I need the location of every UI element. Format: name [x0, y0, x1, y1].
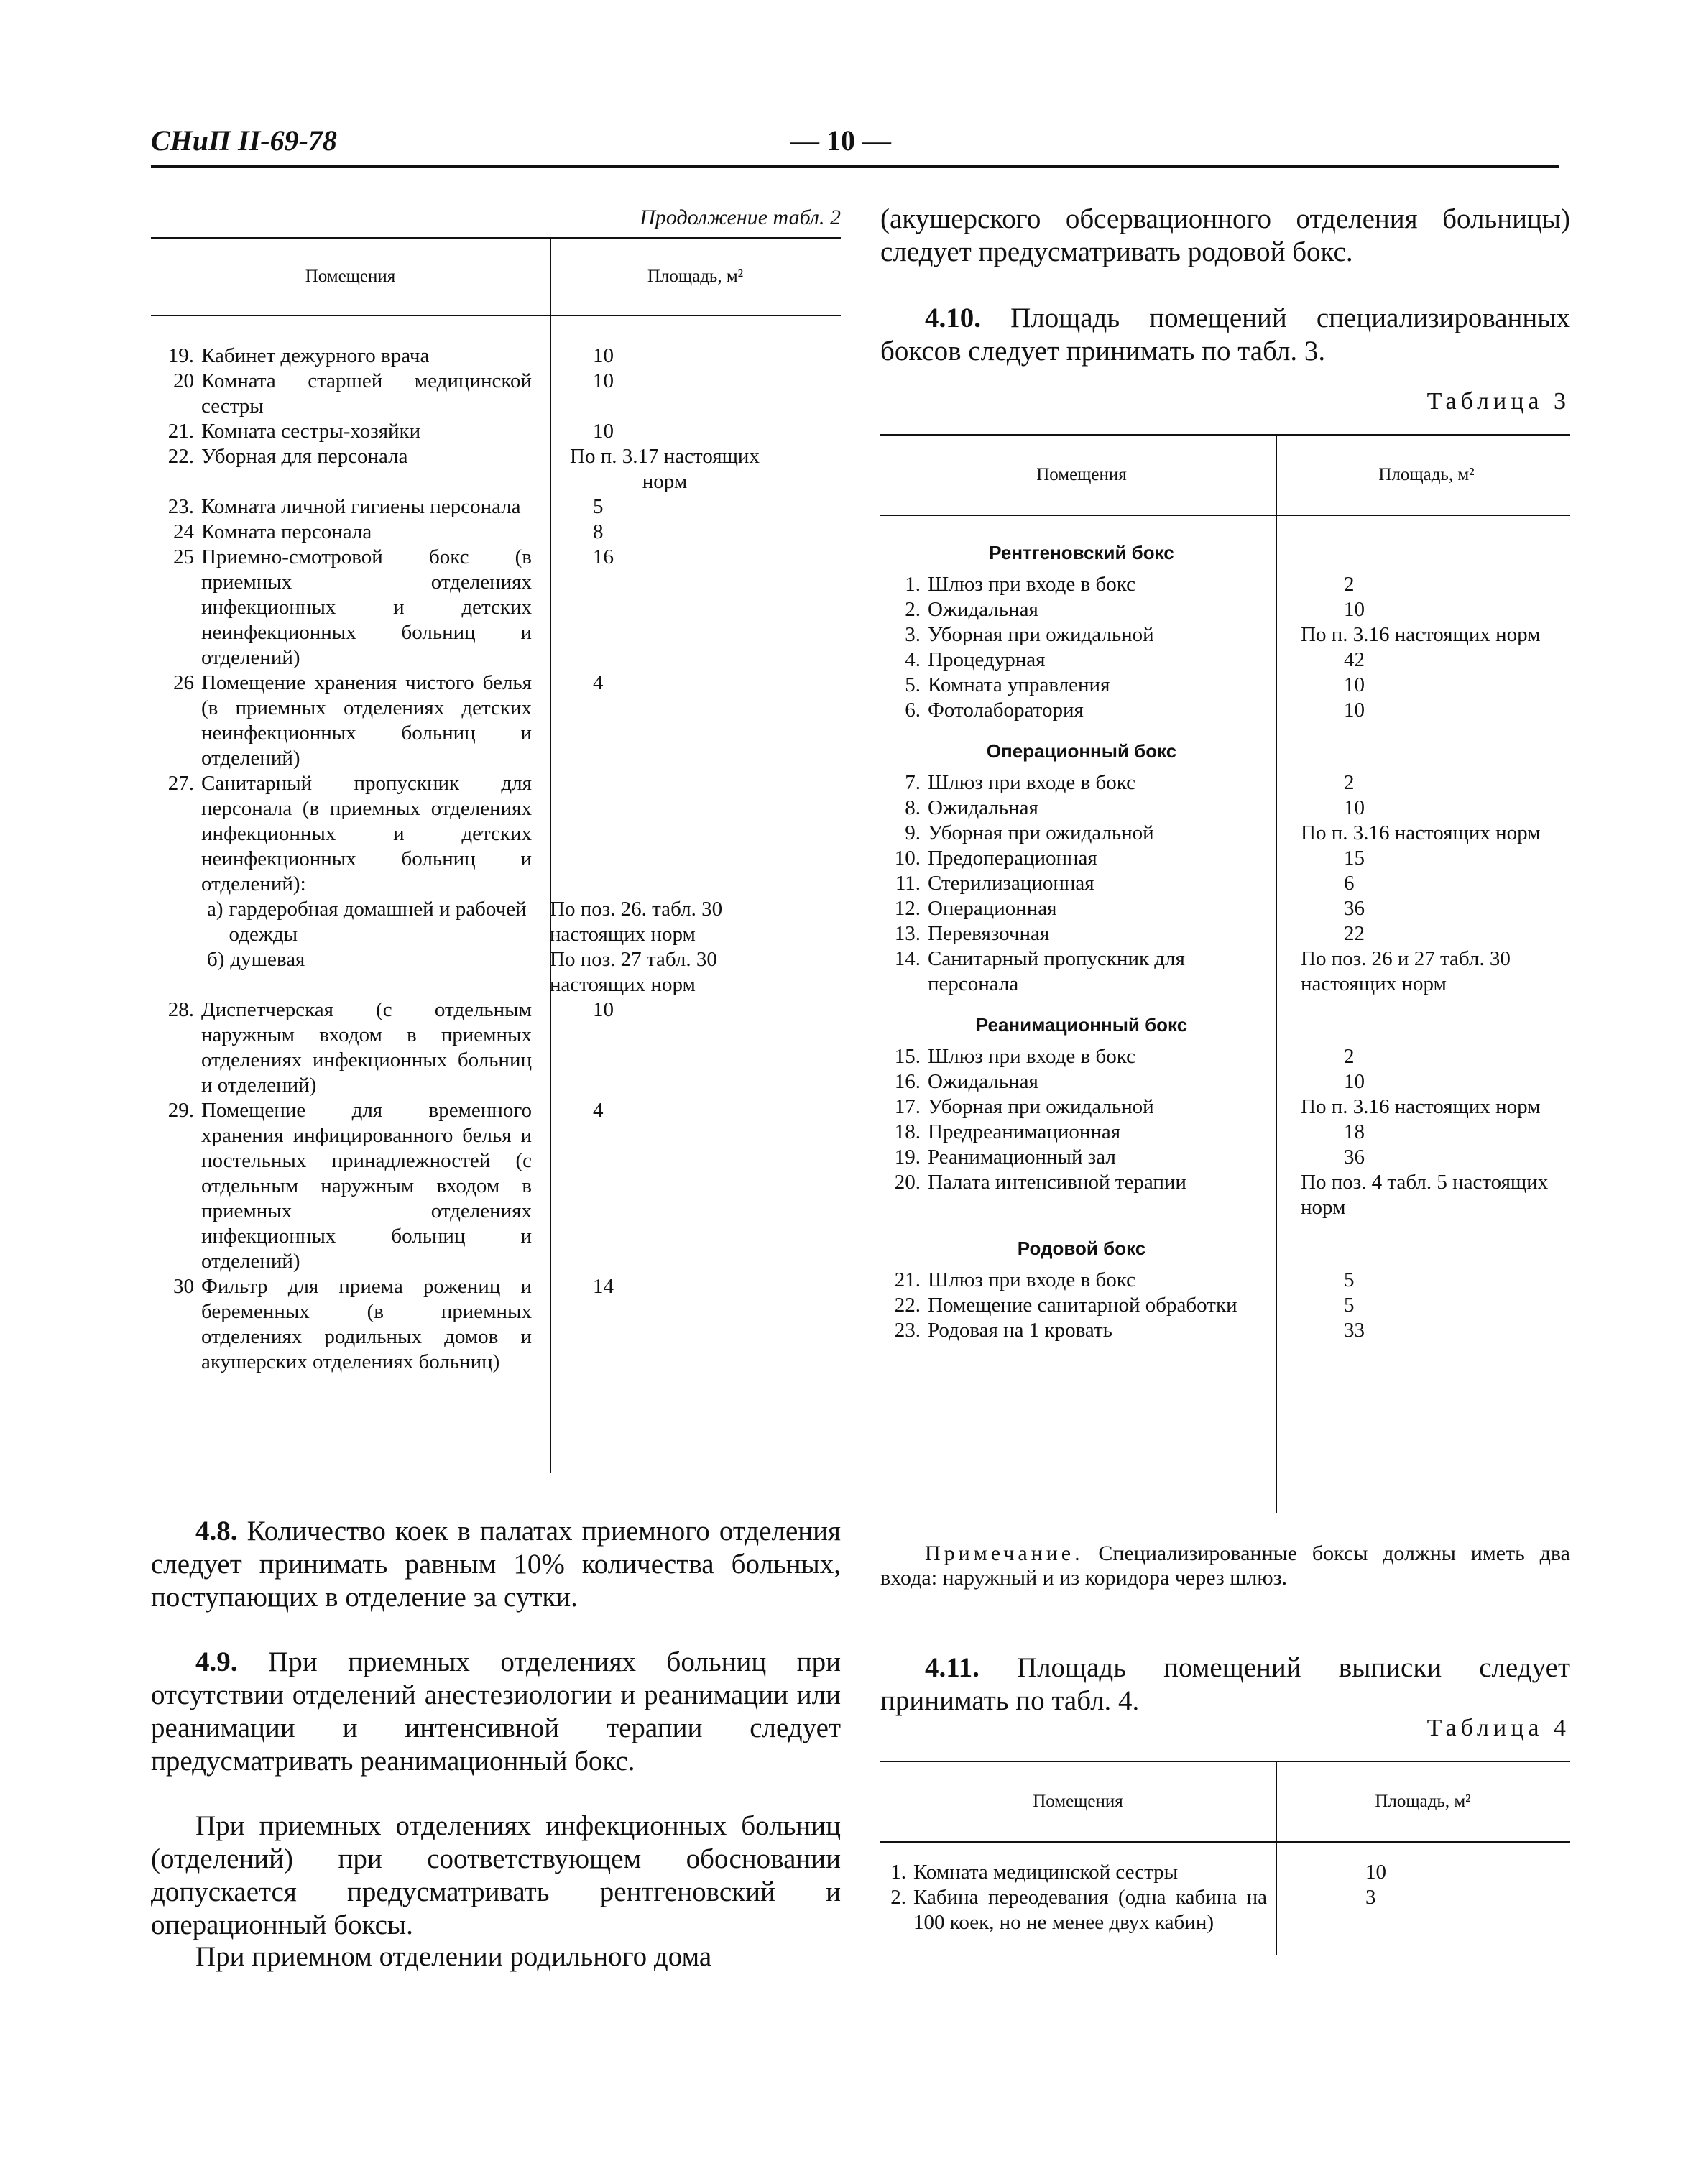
- table-subrow: [151, 897, 841, 947]
- table-row: [880, 572, 1570, 597]
- room-name: Шлюз при входе в бокс: [928, 771, 1135, 794]
- paragraph-4-9-text: При приемных отделениях больниц при отсутствии отделений анестезиологии и реанимации или реанимации и интенсивной терапии следует предусматривать реанимационный бокс.: [151, 1646, 842, 1777]
- area-value: По поз. 27 табл. 30 настоящих норм: [550, 948, 717, 996]
- table-row: [880, 1293, 1570, 1318]
- paragraph-4-11-number: 4.11.: [925, 1652, 979, 1683]
- document-code: СНиП II-69-78: [151, 124, 337, 157]
- area-value: По поз. 26. табл. 30 настоящих норм: [550, 898, 723, 946]
- paragraph-continuation: (акушерского обсервационного отделения больницы) следует предусматривать родовой бокс.: [880, 203, 1570, 267]
- area-value: По п. 3.17 настоящих норм: [570, 445, 760, 493]
- paragraph-4-8: [151, 1515, 841, 1614]
- row-number: 19.: [894, 1146, 921, 1169]
- row-number: 2.: [890, 1886, 906, 1909]
- room-name: Комната сестры-хозяйки: [201, 420, 421, 443]
- room-name: Уборная при ожидальной: [928, 1095, 1154, 1118]
- area-value: 2: [1344, 573, 1355, 596]
- room-name: Процедурная: [928, 648, 1046, 671]
- area-value: По поз. 26 и 27 табл. 30 настоящих норм: [1301, 947, 1511, 995]
- table-row: [880, 871, 1570, 896]
- table3-col-area: Площадь, м²: [1378, 465, 1475, 484]
- table-row: [151, 1098, 841, 1274]
- room-name: Шлюз при входе в бокс: [928, 1268, 1135, 1291]
- area-value: По п. 3.16 настоящих норм: [1301, 1095, 1541, 1118]
- paragraph-4-9-number: 4.9.: [195, 1646, 238, 1677]
- table-row: [880, 1860, 1570, 1885]
- area-value: 4: [593, 671, 604, 694]
- table3-note: [880, 1542, 1570, 1590]
- table-row: [151, 520, 841, 545]
- room-name: Комната управления: [928, 673, 1110, 696]
- table-row: [151, 1274, 841, 1375]
- table-row: [880, 1145, 1570, 1170]
- room-name: Ожидальная: [928, 598, 1038, 621]
- area-value: 36: [1344, 897, 1365, 920]
- area-value: 36: [1344, 1146, 1365, 1169]
- table3-body: [880, 540, 1570, 1343]
- area-value: 4: [593, 1099, 604, 1122]
- row-number: 22.: [894, 1294, 921, 1317]
- table-row: [880, 1044, 1570, 1069]
- table3-header: [880, 434, 1570, 516]
- room-name: Помещение хранения чистого белья (в приемных отделениях детских неинфекционных больниц и отделений): [201, 671, 532, 770]
- sub-letter: а): [207, 898, 223, 921]
- table-row: [880, 796, 1570, 821]
- row-number: 28.: [167, 998, 194, 1021]
- table-row: [151, 444, 841, 494]
- row-number: 21.: [894, 1268, 921, 1291]
- table-row: [880, 673, 1570, 698]
- table-subrow: [151, 947, 841, 997]
- room-name: Предреанимационная: [928, 1120, 1121, 1143]
- area-value: По п. 3.16 настоящих норм: [1301, 623, 1541, 646]
- room-name: Санитарный пропускник для персонала: [928, 947, 1185, 995]
- room-name: Перевязочная: [928, 922, 1050, 945]
- area-value: 42: [1344, 648, 1365, 671]
- table-row: [880, 946, 1570, 997]
- row-number: 8.: [905, 796, 921, 819]
- subroom-name: душевая: [230, 948, 305, 971]
- area-value: 3: [1365, 1886, 1376, 1909]
- area-value: По поз. 4 табл. 5 настоящих норм: [1301, 1171, 1549, 1219]
- row-number: 19.: [167, 344, 194, 367]
- paragraph-4-9-b: При приемных отделениях инфекционных больниц (отделений) при соответствующем обосновании допускается предусматривать рентгеновский и операционный боксы.: [151, 1810, 841, 1940]
- row-number: 23.: [167, 495, 194, 518]
- table4-header: [880, 1761, 1570, 1843]
- page-number: — 10 —: [790, 124, 891, 157]
- row-number: 10.: [894, 847, 921, 870]
- room-name: Санитарный пропускник для персонала (в приемных отделениях инфекционных и детских неинфекционных больниц и отделений):: [201, 772, 532, 895]
- table3-caption: Таблица 3: [1426, 388, 1570, 415]
- table-row: [151, 671, 841, 771]
- paragraph-4-9: [151, 1646, 841, 1778]
- table-row: [880, 698, 1570, 723]
- table-row: [880, 648, 1570, 673]
- row-number: 14.: [894, 947, 921, 970]
- table3-note-label: Примечание.: [925, 1542, 1084, 1565]
- table-row: [151, 344, 841, 369]
- area-value: 8: [593, 520, 604, 543]
- room-name: Фотолаборатория: [928, 699, 1084, 722]
- area-value: 10: [1344, 699, 1365, 722]
- row-number: 16.: [894, 1070, 921, 1093]
- table-row: [880, 846, 1570, 871]
- room-name: Приемно-смотровой бокс (в приемных отделениях инфекционных и детских неинфекционных больниц и отделений): [201, 545, 532, 669]
- row-number: 15.: [894, 1045, 921, 1068]
- table-row: [880, 1318, 1570, 1343]
- table2-body: [151, 344, 841, 1375]
- table-row: [880, 921, 1570, 946]
- row-number: 1.: [890, 1861, 906, 1884]
- row-number: 5.: [905, 673, 921, 696]
- table4-col-rooms: Помещения: [1033, 1792, 1123, 1811]
- row-number: 17.: [894, 1095, 921, 1118]
- row-number: 13.: [894, 922, 921, 945]
- subroom: [201, 897, 539, 947]
- room-name: Комната медицинской сестры: [913, 1861, 1179, 1884]
- area-value: 10: [1365, 1861, 1386, 1884]
- area-value: 18: [1344, 1120, 1365, 1143]
- row-number: 11.: [895, 872, 921, 895]
- section-title: Рентгеновский бокс: [989, 542, 1174, 563]
- table-row: [880, 770, 1570, 796]
- subroom-name: гардеробная домашней и рабочей одежды: [229, 898, 527, 946]
- row-number: 30: [173, 1275, 194, 1298]
- room-name: Комната личной гигиены персонала: [201, 495, 521, 518]
- table4-col-area: Площадь, м²: [1375, 1792, 1471, 1811]
- paragraph-4-10: [880, 302, 1570, 368]
- table2-header: [151, 237, 841, 316]
- table2-col-area: Площадь, м²: [647, 267, 744, 286]
- table-row: [880, 1069, 1570, 1095]
- paragraph-4-9-c: При приемном отделении родильного дома: [195, 1941, 712, 1972]
- area-value: 5: [1344, 1294, 1355, 1317]
- table-row: [151, 771, 841, 897]
- table2-col-rooms: Помещения: [305, 267, 396, 286]
- room-name: Комната персонала: [201, 520, 372, 543]
- row-number: 18.: [894, 1120, 921, 1143]
- row-number: 26: [173, 671, 194, 694]
- room-name: Предоперационная: [928, 847, 1097, 870]
- room-name: Помещение для временного хранения инфицированного белья и постельных принадлежностей (с отдельным наружным входом в приемных отделениях инфекционных больниц и отделений): [201, 1099, 532, 1273]
- room-name: Операционная: [928, 897, 1057, 920]
- row-number: 24: [173, 520, 194, 543]
- room-name: Уборная при ожидальной: [928, 623, 1154, 646]
- table-row: [151, 419, 841, 444]
- room-name: Фильтр для приема рожениц и беременных (в приемных отделениях родильных домов и акушерских отделениях больниц): [201, 1275, 532, 1373]
- subroom: [201, 947, 539, 997]
- area-value: [550, 771, 780, 897]
- row-number: 25: [173, 545, 194, 568]
- row-number: 7.: [905, 771, 921, 794]
- row-number: 23.: [894, 1319, 921, 1342]
- section-title: Операционный бокс: [986, 740, 1177, 762]
- table-row: [151, 494, 841, 520]
- area-value: 10: [593, 420, 614, 443]
- room-name: Родовая на 1 кровать: [928, 1319, 1112, 1342]
- row-number-empty: [151, 897, 201, 947]
- paragraph-4-8-number: 4.8.: [195, 1516, 238, 1547]
- room-name: Кабина переодевания (одна кабина на 100 коек, но не менее двух кабин): [913, 1886, 1267, 1934]
- paragraph-4-11: [880, 1651, 1570, 1718]
- area-value: 10: [1344, 796, 1365, 819]
- area-value: 10: [1344, 598, 1365, 621]
- room-name: Помещение санитарной обработки: [928, 1294, 1237, 1317]
- table3-note-text: Специализированные боксы должны иметь два входа: наружный и из коридора через шлюз.: [880, 1542, 1570, 1590]
- area-value: 16: [593, 545, 614, 568]
- row-number: 21.: [167, 420, 194, 443]
- area-value: По п. 3.16 настоящих норм: [1301, 821, 1541, 844]
- area-value: 10: [1344, 673, 1365, 696]
- table-row: [880, 821, 1570, 846]
- row-number: 29.: [167, 1099, 194, 1122]
- room-name: Уборная для персонала: [201, 445, 408, 468]
- area-value: 5: [593, 495, 604, 518]
- row-number: 27.: [167, 772, 194, 795]
- row-number: 20.: [894, 1171, 921, 1194]
- row-number: 4.: [905, 648, 921, 671]
- paragraph-4-10-text: Площадь помещений специализированных боксов следует принимать по табл. 3.: [880, 303, 1570, 367]
- row-number: 6.: [905, 699, 921, 722]
- area-value: 5: [1344, 1268, 1355, 1291]
- table-row: [880, 1170, 1570, 1220]
- row-number: 1.: [905, 573, 921, 596]
- area-value: 10: [1344, 1070, 1365, 1093]
- section-title: Реанимационный бокс: [975, 1014, 1188, 1036]
- row-number: 3.: [905, 623, 921, 646]
- room-name: Комната старшей медицинской сестры: [201, 369, 532, 418]
- room-name: Диспетчерская (с отдельным наружным входом в приемных отделениях инфекционных больниц и отделений): [201, 998, 532, 1097]
- room-name: Шлюз при входе в бокс: [928, 573, 1135, 596]
- table-row: [880, 1120, 1570, 1145]
- area-value: 10: [593, 369, 614, 392]
- table4-body: [880, 1860, 1570, 1935]
- section-title: Родовой бокс: [1017, 1238, 1146, 1259]
- room-name: Палата интенсивной терапии: [928, 1171, 1186, 1194]
- area-value: 33: [1344, 1319, 1365, 1342]
- header-rule: [151, 165, 1559, 168]
- table2-caption: Продолжение табл. 2: [640, 206, 841, 229]
- paragraph-4-10-number: 4.10.: [925, 303, 981, 333]
- area-value: 22: [1344, 922, 1365, 945]
- area-value: 2: [1344, 1045, 1355, 1068]
- table-row: [880, 622, 1570, 648]
- table4-caption: Таблица 4: [1426, 1715, 1570, 1741]
- table-row: [151, 545, 841, 671]
- paragraph-4-8-text: Количество коек в палатах приемного отделения следует принимать равным 10% количества больных, поступающих в отделение за сутки.: [151, 1516, 841, 1613]
- room-name: Ожидальная: [928, 1070, 1038, 1093]
- row-number: 9.: [905, 821, 921, 844]
- room-name: Ожидальная: [928, 796, 1038, 819]
- room-name: Стерилизационная: [928, 872, 1094, 895]
- row-number: 12.: [894, 897, 921, 920]
- table-row: [880, 1885, 1570, 1935]
- sub-letter: б): [207, 948, 225, 971]
- area-value: 2: [1344, 771, 1355, 794]
- area-value: 10: [593, 344, 614, 367]
- row-number-empty: [151, 947, 201, 997]
- room-name: Уборная при ожидальной: [928, 821, 1154, 844]
- row-number: 20: [173, 369, 194, 392]
- paragraph-4-11-text: Площадь помещений выписки следует принимать по табл. 4.: [880, 1652, 1570, 1716]
- area-value: 15: [1344, 847, 1365, 870]
- area-value: 6: [1344, 872, 1355, 895]
- table-row: [151, 369, 841, 419]
- row-number: 22.: [167, 445, 194, 468]
- room-name: Реанимационный зал: [928, 1146, 1116, 1169]
- room-name: Шлюз при входе в бокс: [928, 1045, 1135, 1068]
- table-row: [880, 1095, 1570, 1120]
- room-name: Кабинет дежурного врача: [201, 344, 430, 367]
- table3-col-rooms: Помещения: [1036, 465, 1127, 484]
- table-row: [880, 896, 1570, 921]
- area-value: 14: [593, 1275, 614, 1298]
- row-number: 2.: [905, 598, 921, 621]
- table-row: [880, 597, 1570, 622]
- table-row: [880, 1268, 1570, 1293]
- area-value: 10: [593, 998, 614, 1021]
- table-row: [151, 997, 841, 1098]
